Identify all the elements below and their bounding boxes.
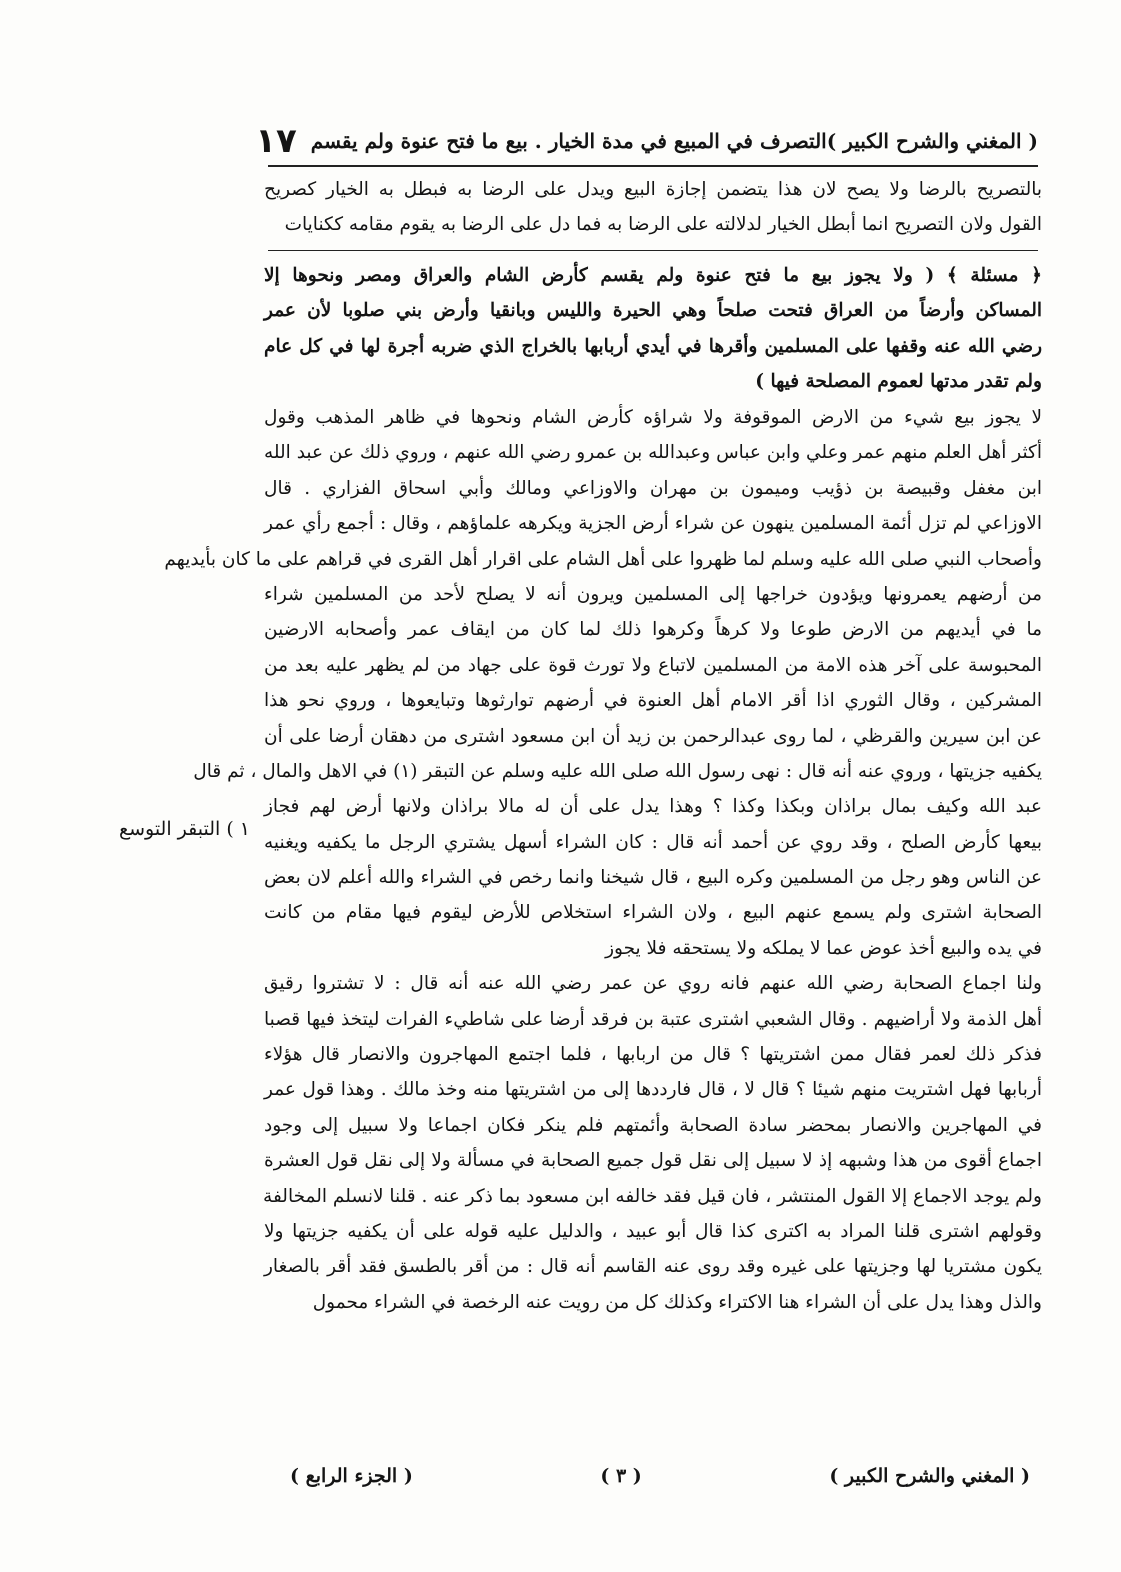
text-line: يكون مشتريا لها وجزيتها على غيره وقد روى عنه القاسم أنه قال : من أقر بالطسق فقد أقر بالصغار [264, 1256, 1042, 1278]
page-footer [290, 1456, 1030, 1496]
text-line: في المهاجرين والانصار بمحضر سادة الصحابة وأئمتهم فلم ينكر فكان اجماعا ولا سبيل إلى وجود [264, 1114, 1042, 1136]
text-line: ما في أيديهم من الارض طوعا ولا كرهاً وكرهوا ذلك لما كان من ايقاف عمر وأصحابه الارضين [264, 619, 1042, 641]
text-line: وقولهم اشترى قلنا المراد به اكترى كذا قال أبو عبيد ، والدليل عليه قوله على أن يكفيه جزيتها ولا [264, 1220, 1042, 1242]
text-line: المحبوسة على آخر هذه الامة من المسلمين لاتباع ولا تورث قوة على جهاد من لم يظهر عليه بعد من [264, 654, 1042, 676]
page-number: ١٧ [255, 121, 297, 161]
footnote-rule [268, 250, 1038, 251]
text-line: عبد الله وكيف بمال براذان وبكذا وكذا ؟ وهذا يدل على أن له مالا براذان ولانها أرض لهم فجاز [264, 796, 1042, 818]
footer-book-title: ( المغني والشرح الكبير ) [829, 1465, 1030, 1487]
running-header [255, 118, 1038, 164]
text-line: اجماع أقوى من هذا وشبهه إذ لا سبيل إلى نقل قول جميع الصحابة في مسألة ولا إلى نقل قول العشرة [264, 1150, 1042, 1172]
text-line: عن الناس وهو رجل من المسلمين وكره البيع ، قال شيخنا وانما رخص في الشراء والله أعلم لان بعض [264, 867, 1042, 889]
header-rule [268, 165, 1038, 167]
masala-block [264, 258, 1042, 400]
margin-footnote: ١ ) التبقر التوسع [118, 818, 250, 840]
text-line: عن ابن سيرين والقرظي ، لما روى عبدالرحمن بن زيد أن ابن مسعود اشترى من دهقان أرضا على أن [264, 725, 1042, 747]
header-section-title: التصرف في المبيع في مدة الخيار . بيع ما فتح عنوة ولم يقسم [310, 129, 827, 153]
text-line: ولنا اجماع الصحابة رضي الله عنهم فانه روي عن عمر رضي الله عنه أنه قال : لا تشتروا رقيق [264, 973, 1042, 995]
text-line: المساكن وأرضاً من العراق فتحت صلحاً وهي الحيرة والليس وبانقيا وأرض بني صلوبا لأن عمر [264, 300, 1042, 322]
text-line: والذل وهذا يدل على أن الشراء هنا الاكتراء وكذلك كل من رويت عنه الرخصة في الشراء محمول [312, 1291, 1042, 1313]
text-line: أكثر أهل العلم منهم عمر وعلي وابن عباس وعبدالله بن عمرو رضي الله عنهم ، وروي ذلك عن عبد الله [264, 442, 1042, 464]
text-line: ولم يوجد الاجماع إلا القول المنتشر ، فان قيل فقد خالفه ابن مسعود بما ذكر عنه . قلنا لانسلم المخالفة [263, 1185, 1042, 1207]
text-line: وأصحاب النبي صلى الله عليه وسلم لما ظهروا على أهل الشام على اقرار أهل القرى في قراهم على ما كان بأيديهم [164, 548, 1042, 570]
text-line: ابن مغفل وقبيصة بن ذؤيب وميمون بن مهران والاوزاعي ومالك وأبي اسحاق الفزاري . قال [264, 477, 1042, 499]
text-line: ﴿ مسئلة ﴾ ( ولا يجوز بيع ما فتح عنوة ولم يقسم كأرض الشام والعراق ومصر ونحوها إلا [264, 265, 1042, 286]
text-line: فذكر ذلك لعمر فقال ممن اشتريتها ؟ قال من اربابها ، فلما اجتمع المهاجرون والانصار قال هؤلاء [264, 1044, 1042, 1066]
text-line: من أرضهم يعمرونها ويؤدون خراجها إلى المسلمين ويرون أنه لا يصلح لأحد من المسلمين شراء [264, 583, 1042, 605]
text-line: بيعها كأرض الصلح ، وقد روي عن أحمد أنه قال : كان الشراء أسهل يشتري الرجل ما يكفيه ويغنيه [264, 831, 1042, 853]
text-line: القول ولان التصريح انما أبطل الخيار لدلالته على الرضا به فما دل على الرضا به يقوم مقامه ككنايات [284, 214, 1042, 236]
text-line: رضي الله عنه وقفها على المسلمين وأقرها في أيدي أربابها بالخراج الذي ضربه أجرة لها في كل عام [264, 335, 1042, 357]
text-line: أهل الذمة ولا أراضيهم . وقال الشعبي اشترى عتبة بن فرقد أرضا على شاطيء الفرات ليتخذ فيها قصبا [264, 1008, 1042, 1030]
text-line: في يده والبيع أخذ عوض عما لا يملكه ولا يستحقه فلا يجوز [605, 937, 1042, 959]
text-line: بالتصريح بالرضا ولا يصح لان هذا يتضمن إجازة البيع ويدل على الرضا به فبطل به الخيار كصريح [264, 179, 1042, 200]
text-line: الاوزاعي لم تزل أئمة المسلمين ينهون عن شراء أرض الجزية ويكرهه علماؤهم ، وقال : أجمع رأي عمر [264, 513, 1042, 535]
text-line: لا يجوز بيع شيء من الارض الموقوفة ولا شراؤه كأرض الشام ونحوها في ظاهر المذهب وقول [264, 407, 1042, 428]
text-line: الصحابة اشترى ولم يسمع عنهم البيع ، ولان الشراء استخلاص للأرض ليقوم فيها مقام من كانت [264, 902, 1042, 924]
text-line: يكفيه جزيتها ، وروي عنه أنه قال : نهى رسول الله صلى الله عليه وسلم عن التبقر (١) في الاهل والمال ، ثم قال [193, 760, 1042, 782]
text-line: أربابها فهل اشتريت منهم شيئا ؟ قال لا ، قال فارددها إلى من اشتريتها منه وخذ مالك . وهذا قول عمر [264, 1079, 1042, 1101]
footer-signature: ( ٣ ) [600, 1465, 642, 1487]
footnote-block [264, 172, 1042, 243]
header-book-title: ( المغني والشرح الكبير ) [826, 129, 1038, 153]
text-line: ولم تقدر مدتها لعموم المصلحة فيها ) [755, 371, 1042, 393]
footer-volume: ( الجزء الرابع ) [290, 1465, 413, 1487]
text-line: المشركين ، وقال الثوري اذا أقر الامام أهل العنوة في أرضهم توارثوها وتبايعوها ، وروي نحو هذا [264, 690, 1042, 712]
